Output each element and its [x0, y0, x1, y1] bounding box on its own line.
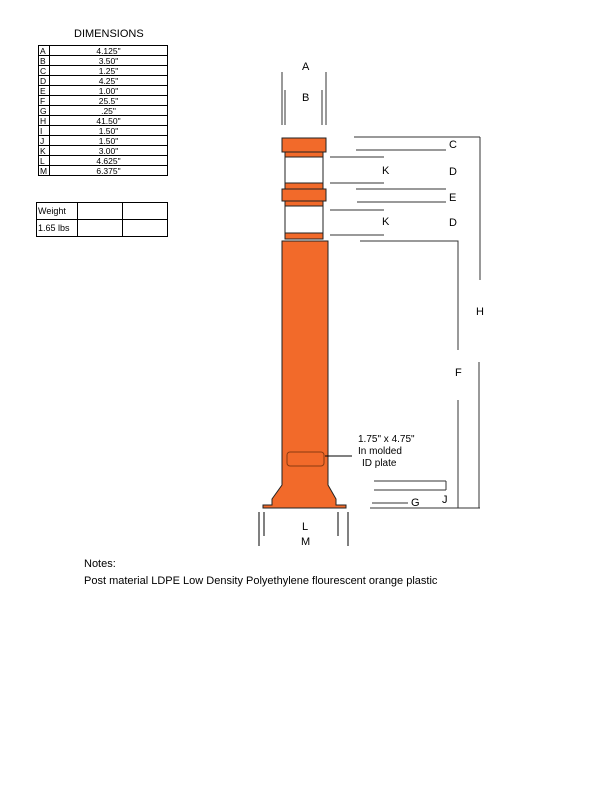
label-c: C — [449, 139, 457, 151]
id-plate-line2: In molded — [358, 446, 402, 457]
label-f: F — [455, 367, 462, 379]
dim-key: A — [39, 46, 50, 56]
dim-key: B — [39, 56, 50, 66]
label-l: L — [302, 521, 309, 533]
dim-value: 3.50" — [50, 56, 168, 66]
notes-section — [84, 556, 437, 590]
label-m: M — [301, 536, 311, 548]
label-e: E — [449, 192, 457, 204]
label-d: D — [449, 217, 457, 229]
dim-key: E — [39, 86, 50, 96]
dim-key: H — [39, 116, 50, 126]
dim-key: I — [39, 126, 50, 136]
label-k: K — [382, 216, 390, 228]
dim-value: 6.375" — [50, 166, 168, 176]
dim-value: 4.125" — [50, 46, 168, 56]
dim-key: J — [39, 136, 50, 146]
label-j: J — [442, 494, 448, 506]
dim-value: 41.50" — [50, 116, 168, 126]
label-g: G — [411, 497, 420, 509]
dim-value: 1.50" — [50, 126, 168, 136]
dimension-lines-right — [330, 137, 480, 508]
dim-key: C — [39, 66, 50, 76]
dim-key: D — [39, 76, 50, 86]
main-shaft — [263, 241, 346, 508]
reflective-band — [285, 157, 323, 183]
post-body — [263, 138, 346, 508]
label-b: B — [302, 92, 310, 104]
notes-text: Post material LDPE Low Density Polyethylene flourescent orange plastic — [84, 575, 438, 587]
notes-heading: Notes: — [84, 558, 116, 570]
dim-key: L — [39, 156, 50, 166]
dim-value: 25.5" — [50, 96, 168, 106]
dim-value: 1.25" — [50, 66, 168, 76]
id-plate-line3: ID plate — [362, 458, 397, 469]
dim-key: M — [39, 166, 50, 176]
dim-value: 1.00" — [50, 86, 168, 96]
weight-label: Weight — [37, 203, 78, 220]
reflective-band — [285, 206, 323, 233]
weight-value: 1.65 lbs — [37, 220, 78, 237]
dim-key: G — [39, 106, 50, 116]
id-plate-size: 1.75" x 4.75" — [358, 434, 415, 445]
label-h: H — [476, 306, 484, 318]
dim-value: 1.50" — [50, 136, 168, 146]
dim-value: .25" — [50, 106, 168, 116]
label-k: K — [382, 165, 390, 177]
dimensions-title: DIMENSIONS — [74, 28, 144, 40]
dim-value: 4.625" — [50, 156, 168, 166]
dim-value: 4.25" — [50, 76, 168, 86]
top-cap — [282, 138, 326, 152]
label-a: A — [302, 61, 310, 73]
dim-key: K — [39, 146, 50, 156]
dim-key: F — [39, 96, 50, 106]
middle-ring — [282, 189, 326, 201]
label-d: D — [449, 166, 457, 178]
dim-value: 3.00" — [50, 146, 168, 156]
